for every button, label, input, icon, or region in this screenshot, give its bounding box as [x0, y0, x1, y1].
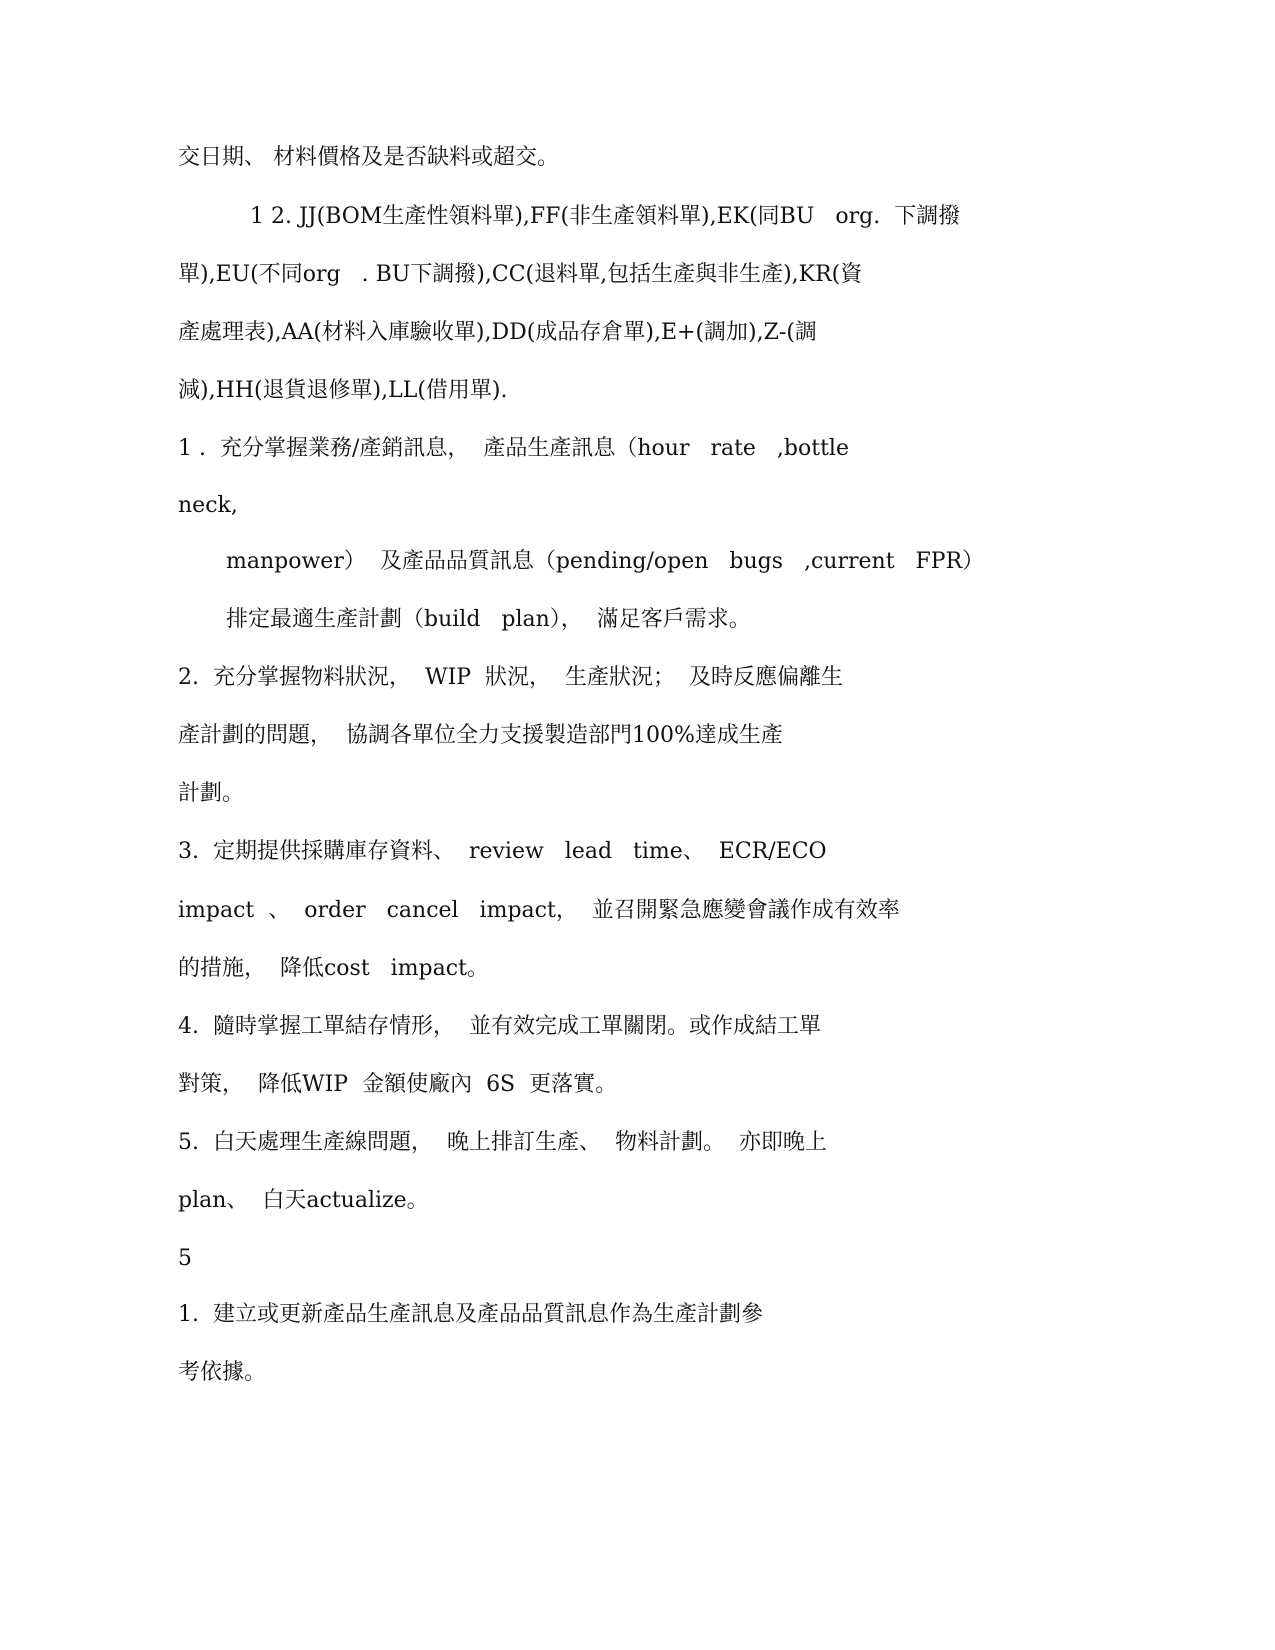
- page-number: 5: [178, 1246, 192, 1271]
- text-line-7: neck,: [178, 493, 238, 518]
- text-line-3: 單),EU(不同org . BU下調撥),CC(退料單,包括生產與非生產),KR(資: [178, 262, 863, 287]
- text-line-9: 排定最適生產計劃（build plan）， 滿足客戶需求。: [226, 607, 751, 632]
- text-line-5: 減),HH(退貨退修單),LL(借用單).: [178, 378, 508, 403]
- text-line-13: 3. 定期提供採購庫存資料、 review lead time、 ECR/ECO: [178, 839, 827, 864]
- text-line-2: 1 2. JJ(BOM生產性領料單),FF(非生產領料單),EK(同BU org. 下調撥: [250, 204, 961, 229]
- text-line-14: impact 、 order cancel impact， 並召開緊急應變會議作成有效率: [178, 898, 900, 923]
- text-line-10: 2. 充分掌握物料狀況， WIP 狀況， 生產狀況； 及時反應偏離生: [178, 665, 844, 690]
- text-line-11: 產計劃的問題， 協調各單位全力支援製造部門100%達成生產: [178, 723, 783, 748]
- text-line-17: 對策， 降低WIP 金額使廠內 6S 更落實。: [178, 1072, 618, 1097]
- text-line-16: 4. 隨時掌握工單結存情形， 並有效完成工單關閉。或作成結工單: [178, 1014, 821, 1039]
- text-line-22: 考依據。: [178, 1360, 267, 1385]
- text-line-6: 1 . 充分掌握業務/產銷訊息， 產品生產訊息（hour rate ,bottle: [178, 436, 849, 461]
- text-line-12: 計劃。: [178, 781, 245, 806]
- text-line-18: 5. 白天處理生產線問題， 晚上排訂生產、 物料計劃。 亦即晚上: [178, 1130, 827, 1155]
- text-line-1: 交日期、 材料價格及是否缺料或超交。: [178, 145, 559, 170]
- text-line-19: plan、 白天actualize。: [178, 1188, 429, 1213]
- text-line-4: 產處理表),AA(材料入庫驗收單),DD(成品存倉單),E+(調加),Z-(調: [178, 320, 817, 345]
- text-line-21: 1. 建立或更新產品生產訊息及產品品質訊息作為生產計劃參: [178, 1302, 763, 1327]
- text-line-15: 的措施， 降低cost impact。: [178, 956, 489, 981]
- text-line-8: manpower） 及產品品質訊息（pending/open bugs ,current FPR）: [226, 549, 985, 574]
